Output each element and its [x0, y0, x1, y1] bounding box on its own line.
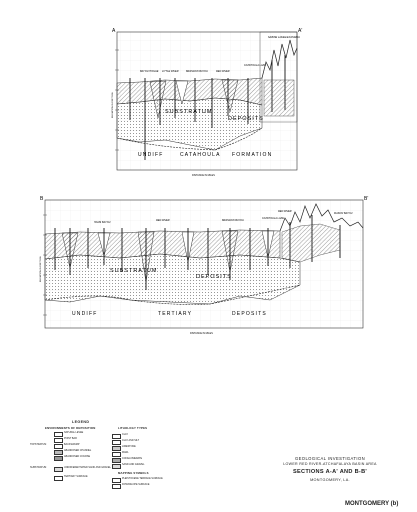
svg-text:SABINE LAKE: SABINE LAKE [268, 36, 285, 39]
section-b-label-left: B [40, 196, 44, 202]
svg-text:MASON BAYOU: MASON BAYOU [334, 212, 353, 215]
svg-text:BRANDON BAYOU: BRANDON BAYOU [222, 219, 244, 222]
legend-item-clay: CLAY [122, 433, 129, 436]
section-b-formation-word-2: TERTIARY [158, 311, 193, 317]
section-a-label-left: A [112, 28, 116, 34]
legend-item-abandoned-channel: ABANDONED CHANNEL [64, 449, 92, 452]
section-a-scale-text: DISTANCE IN MILES [192, 174, 215, 177]
legend-swatch-natural-levee [54, 432, 63, 437]
title-line-investigation: GEOLOGICAL INVESTIGATION [294, 456, 366, 461]
legend-swatch-point-bar [54, 438, 63, 443]
section-a-label-right: A' [298, 28, 303, 34]
svg-text:HAMS BAYOU: HAMS BAYOU [94, 221, 111, 224]
svg-text:CATAHOULA LAKE: CATAHOULA LAKE [262, 217, 284, 220]
sheet-label: MONTGOMERY (b) [345, 501, 399, 507]
legend-swatch-sand-gravel [112, 464, 121, 469]
legend-swatch-tertiary-surface [54, 476, 63, 481]
section-a-formation-word-1: UNDIFF [138, 152, 164, 158]
section-a-unit-substratum: SUBSTRATUM [165, 109, 213, 115]
title-line-sections: SECTIONS A-A' AND B-B' [292, 469, 368, 475]
legend-item-backswamp: BACKSWAMP [64, 443, 80, 446]
legend-item-clay-silt: CLAY AND SILT [122, 439, 140, 442]
section-a-formation-word-2: CATAHOULA [180, 152, 221, 158]
legend-swatch-undiff-sand-gravel [54, 467, 63, 472]
legend-swatch-backswamp [54, 444, 63, 449]
section-b-y-axis-text: ELEVATION IN FEET MSL [40, 255, 42, 282]
legend-lithology-head: LITHOLOGY TYPES [118, 426, 148, 430]
legend-item-tertiary-surface: TERTIARY SURFACE [64, 475, 88, 478]
section-a-upland-block [264, 80, 294, 116]
legend-item-downslope-surface: DOWNSLOPE SURFACE [122, 483, 150, 486]
title-line-location: MONTGOMERY, LA. [310, 478, 350, 482]
legend-item-natural-levee: NATURAL LEVEE [64, 431, 84, 434]
legend-swatch-clay-silt [112, 440, 121, 445]
legend-item-undiff-sand-gravel: UNDIFFERENTIATED SAND AND GRAVEL [64, 466, 111, 469]
legend-item-conglomerate: CONGLOMERATE [122, 457, 143, 460]
svg-text:RED RIVER: RED RIVER [156, 219, 170, 222]
section-b-label-right: B' [364, 196, 369, 202]
legend-item-terrace-surface: PLEISTOCENE TERRACE SURFACE [122, 477, 163, 480]
legend-environments-head: ENVIRONMENTS OF DEPOSITION [45, 426, 96, 430]
section-b-unit-substratum: SUBSTRATUM [110, 268, 158, 274]
legend-swatch-downslope-surface [112, 484, 121, 489]
legend-item-limestone: LIMESTONE [122, 445, 136, 448]
svg-text:CATAHOULA LAKE: CATAHOULA LAKE [244, 64, 266, 67]
legend-swatch-terrace-surface [112, 478, 121, 483]
legend-item-point-bar: POINT BAR [64, 437, 77, 440]
legend-swatch-marl [112, 452, 121, 457]
legend-group-substratum: SUBSTRATUM [30, 466, 47, 469]
legend-item-sand-gravel: SAND AND GRAVEL [122, 463, 145, 466]
svg-text:LITTLE RIVER: LITTLE RIVER [162, 70, 179, 73]
svg-text:BRANDON BAYOU: BRANDON BAYOU [186, 70, 208, 73]
legend-title: LEGEND [72, 420, 90, 424]
svg-text:BAYOU HOGUE: BAYOU HOGUE [140, 70, 159, 73]
legend-swatch-limestone [112, 446, 121, 451]
section-b-substratum [45, 254, 300, 304]
section-b-unit-deposits: DEPOSITS [196, 274, 232, 280]
legend-swatch-conglomerate [112, 458, 121, 463]
legend-swatch-clay [112, 434, 121, 439]
section-b-formation-word-1: UNDIFF [72, 311, 98, 317]
legend-item-marl: MARL [122, 451, 129, 454]
svg-text:RED RIVER: RED RIVER [278, 210, 292, 213]
legend-mapping-head: MAPPING SYMBOLS [118, 471, 149, 475]
legend-swatch-abandoned-channel [54, 450, 63, 455]
legend-swatch-abandoned-course [54, 456, 63, 461]
title-line-basin: LOWER RED RIVER-ATCHAFALAYA BASIN AREA [283, 462, 377, 466]
section-b-formation-word-3: DEPOSITS [232, 311, 267, 317]
legend-item-abandoned-course: ABANDONED COURSE [64, 455, 91, 458]
section-a-unit-deposits: DEPOSITS [228, 116, 264, 122]
svg-text:ALEXANDRIA: ALEXANDRIA [284, 36, 300, 39]
legend-group-topstratum: TOPSTRATUM [30, 443, 47, 446]
section-a-y-axis-text: ELEVATION IN FEET MSL [112, 91, 114, 118]
section-b-scale-text: DISTANCE IN MILES [190, 332, 213, 335]
svg-text:RED RIVER: RED RIVER [216, 70, 230, 73]
section-a-formation-word-3: FORMATION [232, 152, 273, 158]
